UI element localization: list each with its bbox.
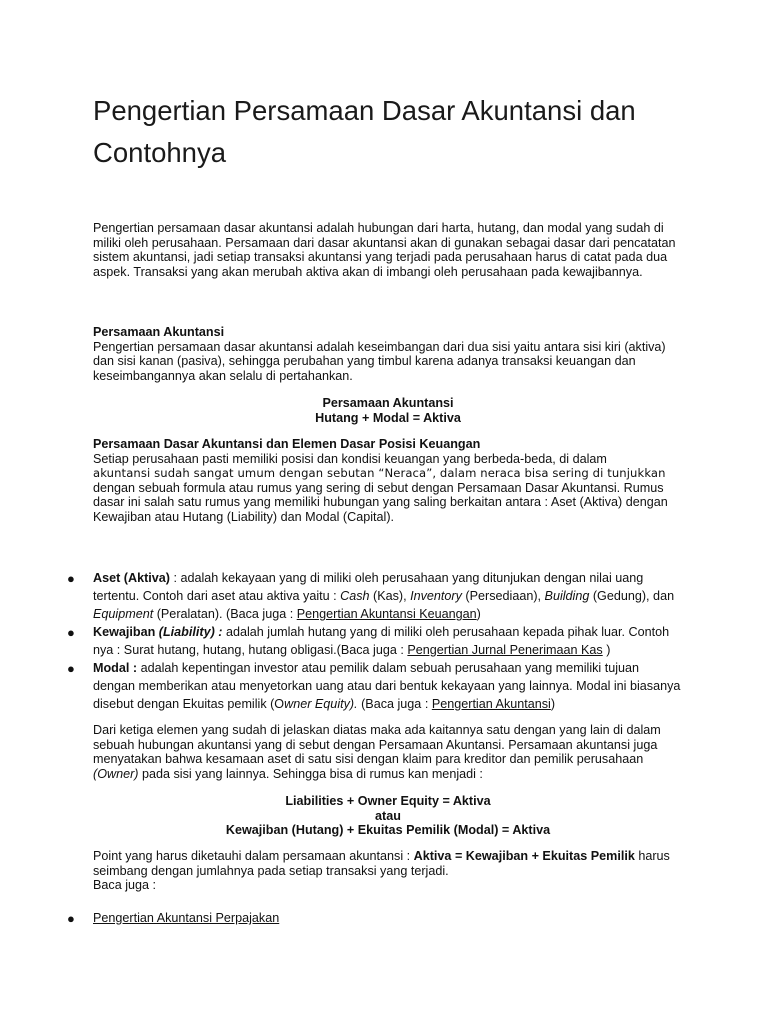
paragraph-point xyxy=(93,849,683,893)
term-liability: (Liability) : xyxy=(158,625,223,639)
term-cash: Cash xyxy=(340,589,370,603)
text: ) xyxy=(602,643,611,657)
section-body: Pengertian persamaan dasar akuntansi adalah keseimbangan dari dua sisi yaitu antara sisi kiri (aktiva) dan sisi kanan (pasiva), sehingga perubahan yang timbul karena adanya transaksi keuangan dan keseimbangannya akan selalu di pertahankan. xyxy=(93,339,666,383)
paragraph-kaitan xyxy=(93,723,683,781)
bullet-icon: ● xyxy=(67,625,75,640)
bullet-icon: ● xyxy=(67,911,75,926)
text: (Persediaan), xyxy=(461,589,545,603)
term-kewajiban: Kewajiban xyxy=(93,625,156,639)
formula-equation: Hutang + Modal = Aktiva xyxy=(315,410,461,425)
text: (Baca juga : xyxy=(357,697,432,711)
list-item-modal xyxy=(0,659,683,713)
text: harus seimbang dengan jumlahnya pada setiap transaksi yang terjadi. xyxy=(93,849,670,878)
intro-paragraph: Pengertian persamaan dasar akuntansi adalah hubungan dari harta, hutang, dan modal yang sudah di miliki oleh perusahaan. Persamaan dari dasar akuntansi akan di gunakan sebagai dasar dari pencatatan sistem akuntansi, jadi setiap transaksi akuntansi yang terjadi pada perusahaan harus di catat pada dua aspek. Transaksi yang akan merubah aktiva akan di imbangi oleh perusahaan pada kewajibannya. xyxy=(93,221,676,279)
link-akuntansi-perpajakan[interactable]: Pengertian Akuntansi Perpajakan xyxy=(93,911,280,925)
text: adalah jumlah hutang yang di miliki oleh perusahaan kepada pihak luar. Contoh nya : Surat hutang, hutang, hutang obligasi.(Baca juga : xyxy=(93,625,670,657)
section-line: Setiap perusahaan pasti memiliki posisi dan kondisi keuangan yang berbeda-beda, di dalam xyxy=(93,451,607,466)
term-owner: (Owner) xyxy=(93,766,139,781)
term-modal: Modal : xyxy=(93,661,138,675)
list-item-aset xyxy=(0,569,683,623)
page-title: Pengertian Persamaan Dasar Akuntansi dan Contohnya xyxy=(93,95,636,168)
list-item-related xyxy=(0,911,683,926)
link-akuntansi-keuangan[interactable]: Pengertian Akuntansi Keuangan xyxy=(296,607,477,621)
link-pengertian-akuntansi[interactable]: Pengertian Akuntansi xyxy=(431,697,551,711)
term-aset: Aset (Aktiva) xyxy=(93,571,170,585)
term-inventory: Inventory xyxy=(410,589,462,603)
text: (Kas), xyxy=(369,589,411,603)
term-building: Building xyxy=(544,589,590,603)
section-line: dengan sebuah formula atau rumus yang sering di sebut dengan Persamaan Dasar Akuntansi. Rumus dasar ini salah satu rumus yang memiliki hubungan yang saling berkaitan antara : Aset (Aktiva) dengan Kewajiban atau Hutang (Liability) dan Modal (Capital). xyxy=(93,480,668,524)
section-heading: Persamaan Dasar Akuntansi dan Elemen Dasar Posisi Keuangan xyxy=(93,437,481,451)
formula-separator: atau xyxy=(375,808,401,823)
key-equation: Aktiva = Kewajiban + Ekuitas Pemilik xyxy=(413,849,635,863)
bullet-icon: ● xyxy=(67,661,75,676)
link-jurnal-penerimaan-kas[interactable]: Pengertian Jurnal Penerimaan Kas xyxy=(407,643,603,657)
text: adalah kepentingan investor atau pemilik dalam sebuah perusahaan yang memiliki tujuan dengan memberikan atau menyetorkan uang atau dari bentuk kekayaan yang lainnya. Modal ini biasanya disebut dengan Ekuitas pemilik (O xyxy=(93,661,681,711)
term-owner-equity: wner Equity). xyxy=(284,697,358,711)
text: : adalah kekayaan yang di miliki oleh perusahaan yang ditunjukan dengan nilai uang tertentu. Contoh dari aset atau aktiva yaitu : xyxy=(93,571,644,603)
text: Dari ketiga elemen yang sudah di jelaskan diatas maka ada kaitannya satu dengan yang lain di dalam sebuah hubungan akuntansi yang di sebut dengan Persamaan Akuntansi. Persamaan akuntansi juga menyatakan bahwa kesamaan aset di satu sisi dengan klaim para kreditor dan pemilik perusahaan xyxy=(93,723,661,767)
text: (Gedung), dan xyxy=(589,589,675,603)
section-persamaan-akuntansi xyxy=(93,325,683,383)
element-list xyxy=(0,569,768,713)
text: (Peralatan). (Baca juga : xyxy=(153,607,297,621)
term-equipment: Equipment xyxy=(93,607,154,621)
text: pada sisi yang lainnya. Sehingga bisa di rumus kan menjadi : xyxy=(138,766,483,781)
formula-equation: Kewajiban (Hutang) + Ekuitas Pemilik (Modal) = Aktiva xyxy=(225,823,551,838)
section-line: akuntansi sudah sangat umum dengan sebutan “Neraca”, dalam neraca bisa sering di tunjukkan xyxy=(93,466,666,481)
list-item-kewajiban xyxy=(0,623,683,659)
text: Point yang harus diketauhi dalam persamaan akuntansi : xyxy=(93,849,414,863)
text: ) xyxy=(550,697,556,711)
formula-title: Persamaan Akuntansi xyxy=(322,396,454,410)
related-list xyxy=(0,911,768,926)
bullet-icon: ● xyxy=(67,571,75,586)
see-also-label: Baca juga : xyxy=(93,878,157,893)
section-heading: Persamaan Akuntansi xyxy=(93,325,225,339)
formula-box-1 xyxy=(93,396,683,425)
formula-equation: Liabilities + Owner Equity = Aktiva xyxy=(285,794,491,808)
text: ) xyxy=(476,607,481,621)
formula-box-2 xyxy=(93,794,683,838)
section-elemen-dasar xyxy=(93,437,683,525)
